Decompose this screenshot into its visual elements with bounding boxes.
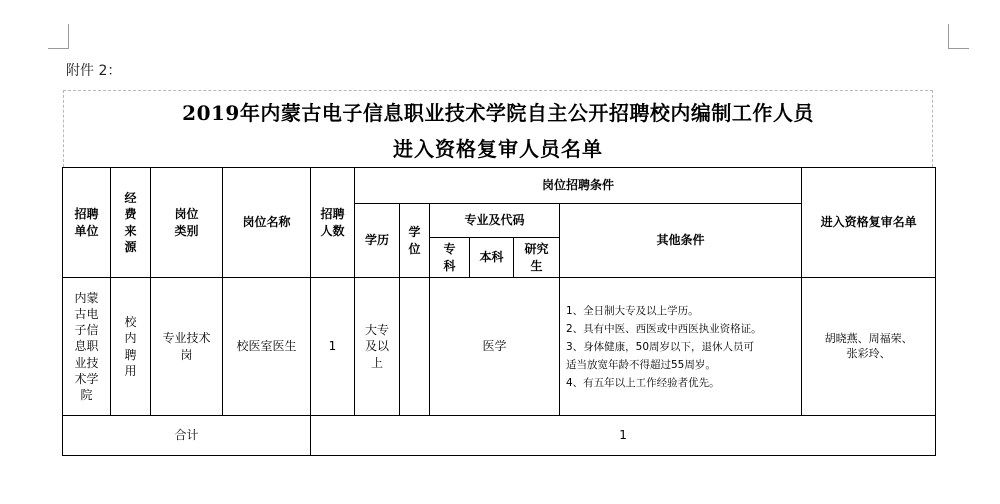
condition-line: 适当放宽年龄不得超过55周岁。: [566, 358, 716, 371]
header-education: 学历: [355, 204, 400, 278]
total-label: 合计: [63, 416, 311, 456]
education-line: 上: [370, 355, 383, 370]
title-box: [63, 90, 933, 167]
header-unit-line: 单位: [74, 223, 99, 238]
header-junior: [430, 238, 470, 278]
category-line: 岗: [180, 347, 193, 362]
cell-count: 1: [311, 278, 355, 416]
cell-category: [151, 278, 223, 416]
unit-line: 息职: [74, 339, 99, 354]
cell-major: 医学: [430, 278, 560, 416]
header-category-line: 岗位: [174, 207, 199, 222]
total-row: [63, 416, 936, 456]
header-fund-char: 费: [124, 207, 137, 222]
unit-line: 术学: [74, 371, 99, 386]
unit-line: 院: [80, 387, 93, 402]
total-value: 1: [311, 416, 936, 456]
header-degree: [400, 204, 430, 278]
header-fund-source: [111, 168, 151, 278]
cell-degree: [400, 278, 430, 416]
header-count-line: 人数: [320, 223, 345, 238]
header-category-line: 类别: [174, 223, 199, 238]
condition-line: 4、有五年以上工作经验者优先。: [566, 376, 720, 389]
cell-fund-source: [111, 278, 151, 416]
header-unit: [63, 168, 111, 278]
header-conditions: 岗位招聘条件: [355, 168, 802, 204]
header-junior-char: 专: [443, 242, 456, 257]
header-degree-char: 学: [408, 225, 421, 240]
header-graduate-line: 研究: [524, 242, 549, 257]
header-fund-char: 源: [124, 239, 137, 254]
header-junior-char: 科: [443, 258, 456, 273]
cell-review-names: [802, 278, 936, 416]
unit-line: 业技: [74, 355, 99, 370]
crop-mark-top-right: [948, 24, 969, 49]
fund-char: 用: [124, 363, 137, 378]
crop-mark-top-left: [48, 24, 69, 49]
header-unit-line: 招聘: [74, 207, 99, 222]
header-degree-char: 位: [408, 241, 421, 256]
education-line: 及以: [364, 339, 389, 354]
title-line-1: 2019年内蒙古电子信息职业技术学院自主公开招聘校内编制工作人员: [182, 101, 814, 125]
unit-line: 子信: [74, 323, 99, 338]
header-major: 专业及代码: [430, 204, 560, 238]
fund-char: 聘: [124, 347, 137, 362]
cell-other-conditions: [560, 278, 802, 416]
recruitment-table: [62, 167, 936, 456]
header-bachelor: 本科: [470, 238, 514, 278]
condition-line: 3、身体健康，50周岁以下，退休人员可: [566, 340, 755, 353]
fund-char: 内: [124, 331, 137, 346]
cell-education: [355, 278, 400, 416]
attachment-label: 附件 2：: [66, 63, 122, 79]
header-fund-char: 经: [124, 191, 137, 206]
names-line: 张彩玲、: [846, 346, 891, 360]
category-line: 专业技术: [162, 331, 211, 346]
cell-unit: [63, 278, 111, 416]
condition-line: 1、全日制大专及以上学历。: [566, 304, 699, 317]
header-graduate-line: 生: [530, 258, 543, 273]
cell-position: 校医室医生: [223, 278, 311, 416]
header-other: 其他条件: [560, 204, 802, 278]
title-line-2: 进入资格复审人员名单: [393, 137, 603, 161]
unit-line: 古电: [74, 307, 99, 322]
condition-line: 2、具有中医、西医或中西医执业资格证。: [566, 322, 762, 335]
table-row: [63, 278, 936, 416]
header-position: 岗位名称: [223, 168, 311, 278]
fund-char: 校: [124, 315, 137, 330]
unit-line: 内蒙: [74, 290, 99, 305]
header-category: [151, 168, 223, 278]
header-fund-char: 来: [124, 223, 137, 238]
education-line: 大专: [364, 323, 389, 338]
header-review-list: 进入资格复审名单: [802, 168, 936, 278]
names-line: 胡晓燕、周福荣、: [824, 331, 913, 345]
header-count-line: 招聘: [320, 207, 345, 222]
header-count: [311, 168, 355, 278]
header-graduate: [514, 238, 560, 278]
